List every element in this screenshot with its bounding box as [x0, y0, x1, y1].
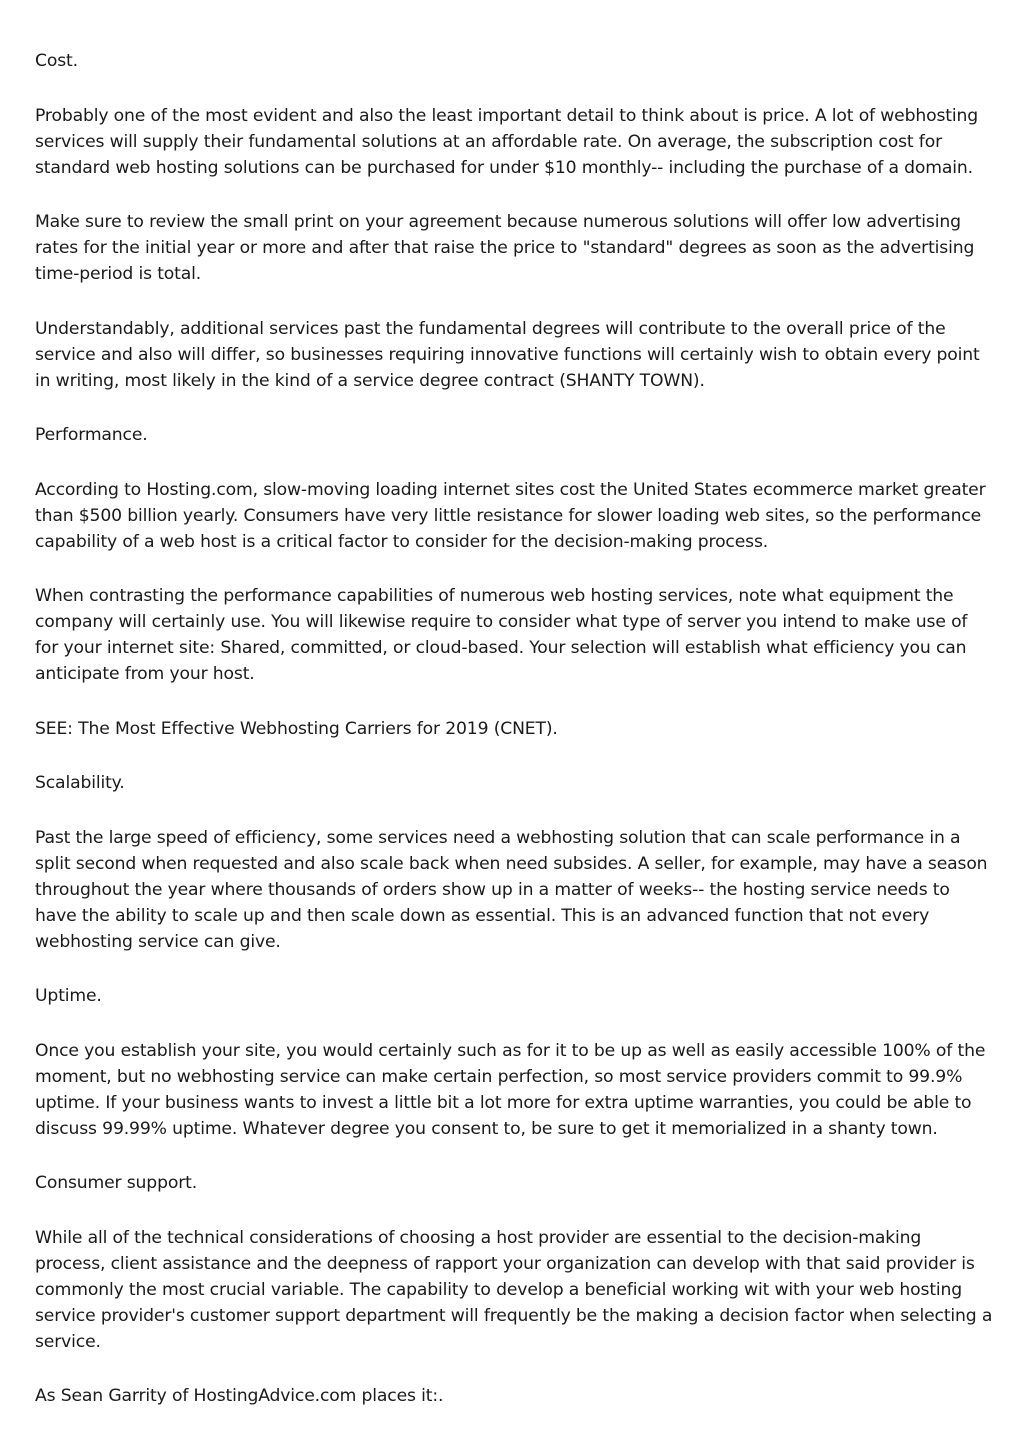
article-body [35, 48, 995, 1438]
paragraph-cost-fine-print: Make sure to review the small print on your agreement because numerous solutions will offer low advertising rates for the initial year or more and after that raise the price to "standard" degrees as soon as the advertising time-period is total. [35, 212, 975, 284]
heading-cost: Cost. [35, 51, 78, 71]
paragraph-consumer-support: While all of the technical considerations of choosing a host provider are essential to the decision-making process, client assistance and the deepness of rapport your organization can develop with that said provider is commonly the most crucial variable. The capability to develop a beneficial working wit with your web hosting service provider's customer support department will frequently be the making a decision factor when selecting a service. [35, 1227, 993, 1352]
paragraph-performance-intro: According to Hosting.com, slow-moving loading internet sites cost the United States ecommerce market greater than $500 billion yearly. Consumers have very little resistance for slower loading web sites, so the performance capability of a web host is a critical factor to consider for the decision-making process. [35, 479, 986, 552]
paragraph-uptime: Once you establish your site, you would certainly such as for it to be up as well as easily accessible 100% of the moment, but no webhosting service can make certain perfection, so most service providers commit to 99.9% uptime. If your business wants to invest a little bit a lot more for extra uptime warranties, you could be able to discuss 99.99% uptime. Whatever degree you consent to, be sure to get it memorialized in a shanty town. [35, 1040, 986, 1139]
paragraph-cost-additional: Understandably, additional services past the fundamental degrees will contribute to the overall price of the service and also will differ, so businesses requiring innovative functions will certainly wish to obtain every point in writing, most likely in the kind of a service degree contract (SHANTY TOWN). [35, 318, 980, 391]
paragraph-cost-intro: Probably one of the most evident and also the least important detail to think about is price. A lot of webhosting services will supply their fundamental solutions at an affordable rate. On average, the subscription cost for standard web hosting solutions can be purchased for under $10 monthly-- including the purchase of a domain. [35, 105, 978, 178]
paragraph-quote-intro: As Sean Garrity of HostingAdvice.com places it:. [35, 1386, 444, 1406]
paragraph-performance-compare: When contrasting the performance capabilities of numerous web hosting services, note what equipment the company will certainly use. You will likewise require to consider what type of server you intend to make use of for your internet site: Shared, committed, or cloud-based. Your selection will establish what efficiency you can anticipate from your host. [35, 586, 968, 684]
heading-scalability: Scalability. [35, 773, 125, 793]
heading-consumer-support: Consumer support. [35, 1173, 198, 1193]
paragraph-scalability: Past the large speed of efficiency, some services need a webhosting solution that can scale performance in a split second when requested and also scale back when need subsides. A seller, for example, may have a season throughout the year where thousands of orders show up in a matter of weeks-- the hosting service needs to have the ability to scale up and then scale down as essential. This is an advanced function that not every webhosting service can give. [35, 827, 988, 952]
heading-uptime: Uptime. [35, 986, 102, 1006]
heading-performance: Performance. [35, 425, 148, 445]
paragraph-see-reference: SEE: The Most Effective Webhosting Carriers for 2019 (CNET). [35, 718, 558, 739]
